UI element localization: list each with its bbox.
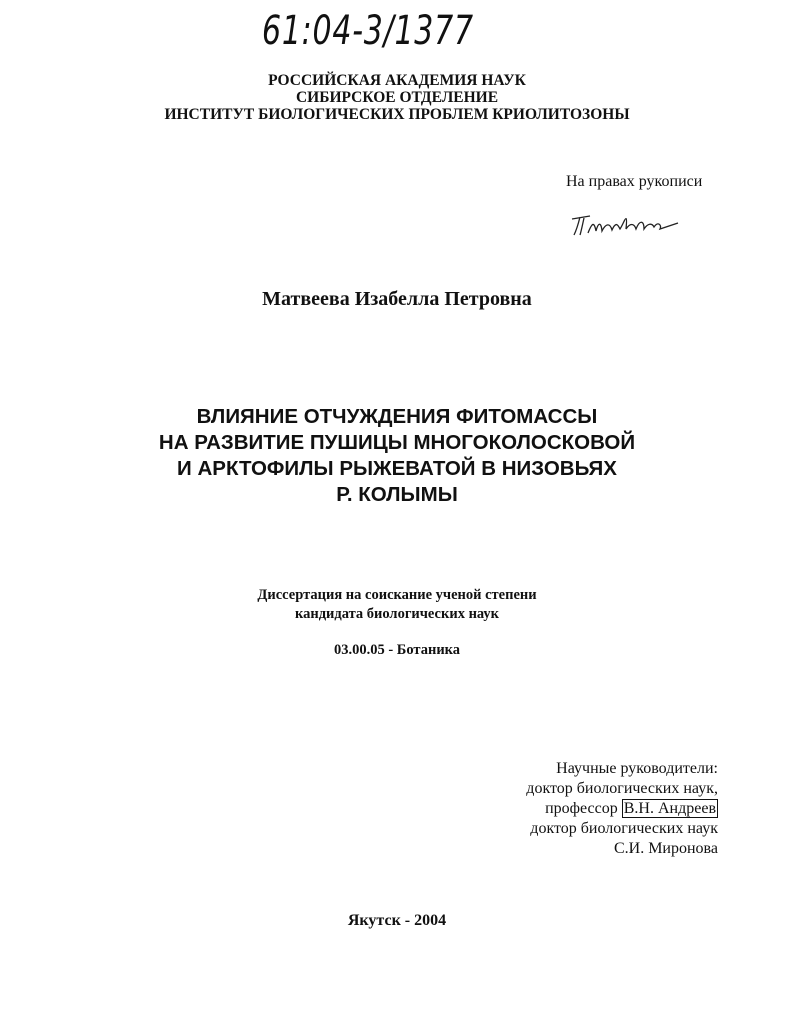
dissertation-title: [0, 404, 794, 508]
degree-line: кандидата биологических наук: [294, 606, 500, 622]
supervisors-block: [526, 759, 718, 859]
institution-block: [0, 72, 794, 123]
institution-academy: РОССИЙСКАЯ АКАДЕМИЯ НАУК: [268, 72, 526, 89]
supervisor-name: С.И. Миронова: [613, 840, 718, 857]
title-line: И АРКТОФИЛЫ РЫЖЕВАТОЙ В НИЗОВЬЯХ: [177, 457, 617, 480]
supervisor-degree: доктор биологических наук,: [526, 780, 718, 797]
handwritten-archive-number: 61:04-3/1377: [262, 8, 474, 54]
supervisor-degree: доктор биологических наук: [530, 820, 718, 837]
degree-block: [0, 586, 794, 660]
city-year: Якутск - 2004: [347, 912, 447, 929]
title-line: ВЛИЯНИЕ ОТЧУЖДЕНИЯ ФИТОМАССЫ: [196, 405, 598, 428]
author-name: Матвеева Изабелла Петровна: [262, 288, 532, 310]
supervisor-name-boxed: В.Н. Андреев: [623, 800, 716, 817]
manuscript-note: На правах рукописи: [566, 173, 703, 190]
specialty: 03.00.05 - Ботаника: [333, 642, 461, 658]
institution-branch: СИБИРСКОЕ ОТДЕЛЕНИЕ: [295, 89, 499, 106]
supervisor-rank: профессор: [545, 800, 618, 817]
degree-line: Диссертация на соискание ученой степени: [257, 587, 537, 603]
signature: [568, 205, 683, 240]
supervisors-heading: Научные руководители:: [556, 760, 718, 777]
title-line: НА РАЗВИТИЕ ПУШИЦЫ МНОГОКОЛОСКОВОЙ: [158, 431, 636, 454]
supervisor-title: [526, 799, 718, 819]
title-line: Р. КОЛЫМЫ: [336, 483, 458, 506]
institution-name: ИНСТИТУТ БИОЛОГИЧЕСКИХ ПРОБЛЕМ КРИОЛИТОЗОНЫ: [164, 106, 630, 123]
